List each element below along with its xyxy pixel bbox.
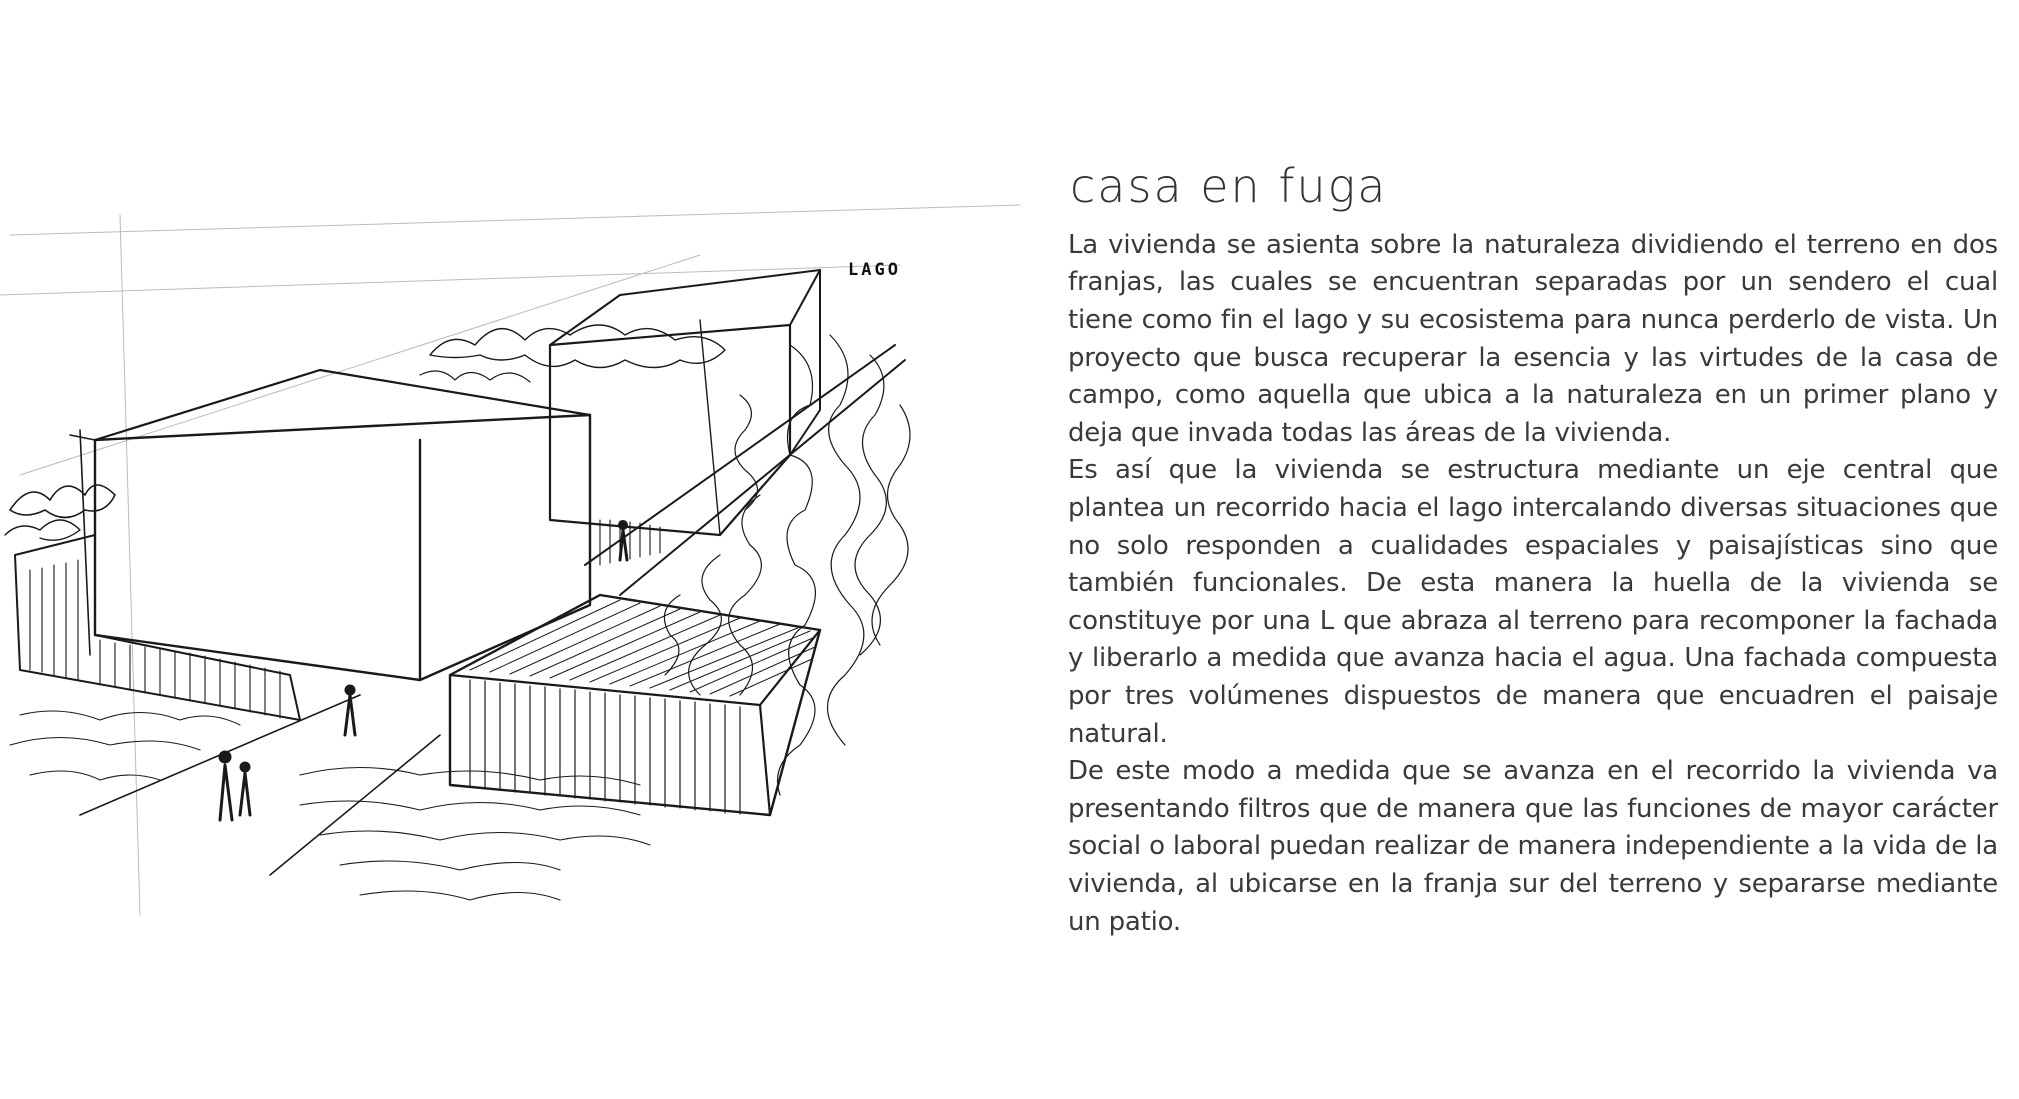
paragraph-2: Es así que la vivienda se estructura mediante un eje central que plantea un recorrido hacia el lago intercalando diversas situaciones que no solo responden a cualidades espaciales y paisajísticas sino que también funcionales. De esta manera la huella de la vivienda se constituye por una L que abraza al terreno para recomponer la fachada y liberarlo a medida que avanza hacia el agua. Una fachada compuesta por tres volúmenes dispuestos de manera que encuadren el paisaje natural. — [1068, 455, 1998, 749]
project-title: casa en fuga — [1070, 159, 1388, 213]
description-column — [1068, 160, 1998, 941]
paragraph-3: De este modo a medida que se avanza en el recorrido la vivienda va presentando filtros que de manera que las funciones de mayor carácter social o laboral puedan realizar de manera independiente a la vida de la vivienda, al ubicarse en la franja sur del terreno y separarse mediante un patio. — [1068, 756, 1998, 937]
paragraph-1: La vivienda se asienta sobre la naturaleza dividiendo el terreno en dos franjas, las cuales se encuentran separadas por un sendero el cual tiene como fin el lago y su ecosistema para nunca perderlo de vista. Un proyecto que busca recuperar la esencia y las virtudes de la casa de campo, como aquella que ubica a la naturaleza en un primer plano y deja que invada todas las áreas de la vivienda. — [1068, 229, 1998, 448]
lago-label: LAGO — [848, 260, 901, 280]
sketch-drawing — [0, 175, 1050, 955]
architectural-sketch — [0, 175, 1050, 955]
